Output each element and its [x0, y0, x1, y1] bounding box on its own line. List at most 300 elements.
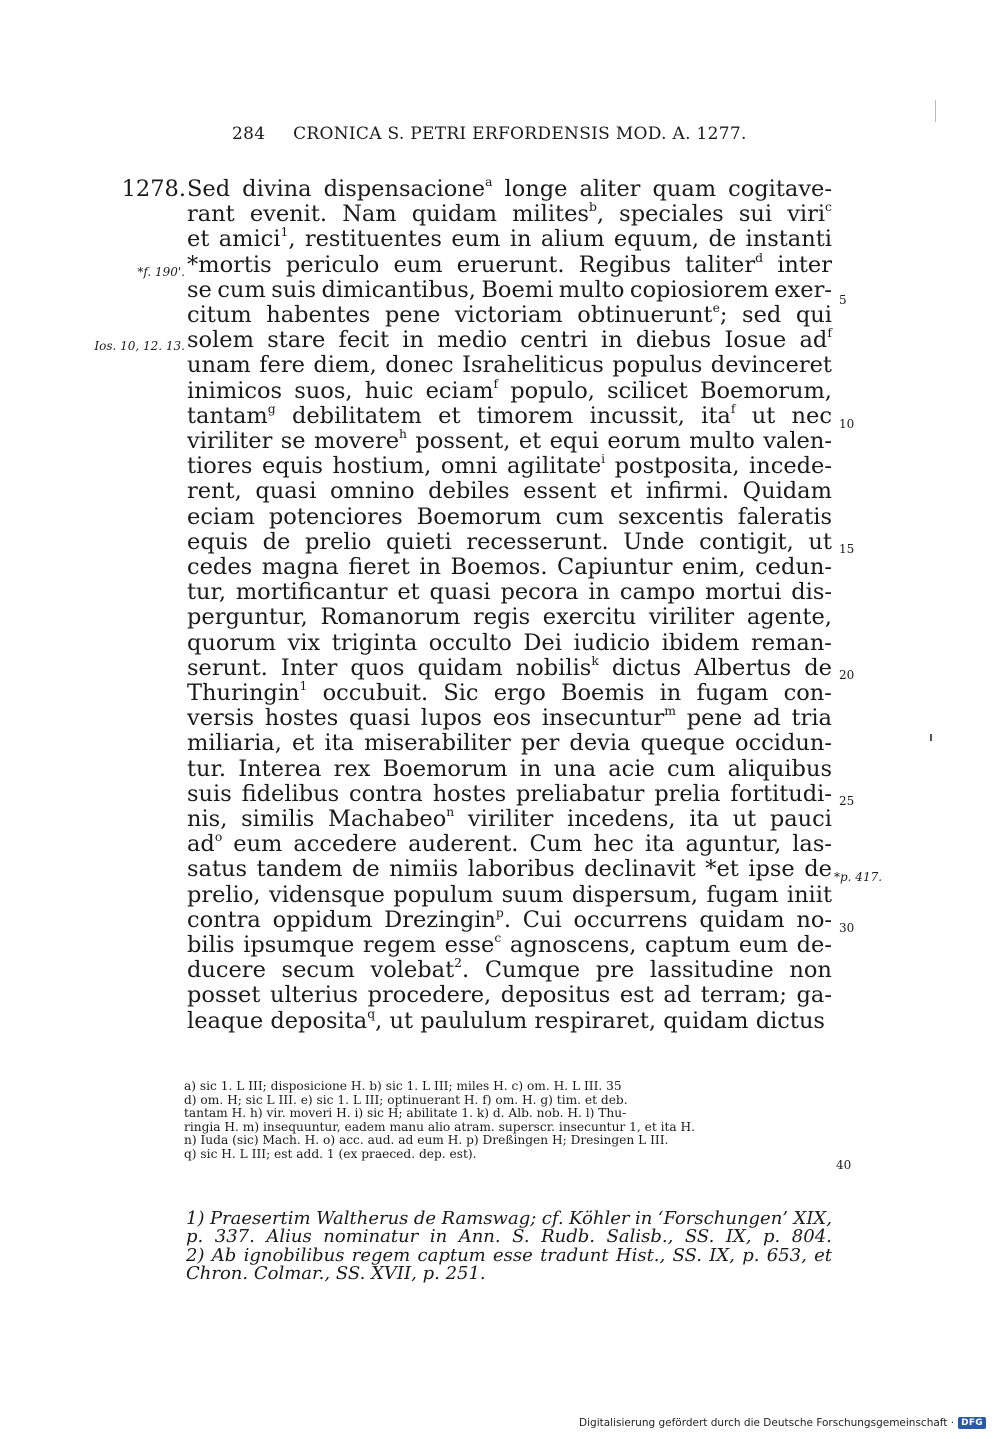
text-word: tria — [791, 705, 832, 732]
text-word: occubuit. — [322, 680, 429, 706]
text-word: captum — [645, 932, 731, 958]
text-word: insecuntur$^m$ — [541, 704, 676, 732]
page-number: 284 — [232, 124, 266, 144]
text-word: cum — [555, 503, 604, 530]
text-word: in — [659, 680, 682, 706]
dfg-logo: DFG — [958, 1417, 986, 1429]
text-line — [187, 453, 832, 479]
footnote-word: 804. — [791, 1226, 832, 1248]
text-word: iudicio — [573, 629, 651, 656]
text-word: inter — [777, 251, 832, 278]
text-word: quam — [652, 176, 717, 202]
text-word: quasi — [429, 579, 491, 606]
text-word: fugam — [696, 680, 769, 706]
text-word: suos, — [294, 377, 353, 404]
apparatus-line-number: 40 — [836, 1158, 852, 1172]
text-line — [187, 504, 832, 530]
text-word: Regibus — [578, 251, 672, 278]
text-word: prelia — [654, 780, 721, 807]
text-word: ipse — [748, 856, 795, 883]
text-word: rent, — [187, 478, 242, 505]
text-word: ergo — [493, 680, 546, 706]
text-word: est — [619, 982, 654, 1009]
text-word: laboribus — [467, 856, 575, 883]
text-line — [187, 781, 832, 807]
text-line — [187, 957, 832, 983]
text-word: quidam — [699, 906, 785, 933]
text-word: inimicos — [187, 377, 283, 404]
text-word: recesserunt. — [466, 528, 609, 555]
footnote-word: IX, — [709, 1244, 735, 1266]
text-word: incussit, — [589, 402, 685, 429]
text-word: mortificantur — [235, 579, 388, 606]
text-word: debilitatem — [291, 402, 422, 429]
apparatus-line: q) sic H. L III; est add. 1 (ex praeced. dep. est). — [184, 1146, 477, 1161]
text-word: occurrens — [573, 906, 688, 933]
footnote-word: Alius — [266, 1226, 312, 1248]
text-word: et — [518, 428, 542, 454]
text-word: quidam — [411, 201, 497, 228]
text-word: volebat$^2$. — [370, 956, 470, 984]
text-word: amici$^1$, — [218, 225, 296, 253]
line-number: 20 — [839, 668, 855, 682]
text-word: Unde — [623, 528, 685, 555]
text-word: suis — [271, 276, 316, 303]
text-word: queque — [640, 730, 725, 757]
text-word: ut — [751, 402, 776, 429]
text-word: tur, — [187, 579, 226, 606]
text-word: prelio — [304, 528, 372, 555]
text-word: et — [187, 226, 210, 253]
footnote-word: Köhler — [569, 1208, 630, 1229]
footnote-word: SS. — [335, 1263, 366, 1285]
text-word: sui — [738, 201, 773, 228]
text-word: viriliter — [467, 806, 554, 832]
footnote-word: nominatur — [323, 1226, 419, 1248]
text-line — [187, 579, 832, 605]
text-word: tiores — [187, 453, 253, 480]
text-word: leaque — [187, 1007, 264, 1034]
text-word: preliabatur — [516, 780, 645, 807]
text-word: no- — [796, 906, 832, 933]
text-word: ulterius — [269, 982, 359, 1009]
text-word: dis- — [791, 579, 832, 606]
text-word: exercitu — [542, 604, 637, 631]
margin-year: 1278. — [121, 176, 186, 202]
text-word: paululum — [420, 1007, 528, 1034]
text-word: magna — [261, 554, 339, 580]
text-word: una — [553, 755, 597, 782]
footnote-word: Salisb., — [606, 1226, 674, 1248]
text-word: serunt. — [187, 654, 268, 681]
text-word: donec — [385, 352, 454, 379]
text-word: sexcentis — [618, 503, 724, 530]
footnote-word: et — [814, 1244, 832, 1266]
text-word: quos — [350, 654, 405, 681]
text-word: contra — [349, 780, 423, 807]
text-word: rex — [333, 755, 371, 782]
text-word: secum — [281, 957, 355, 984]
text-word: se — [187, 276, 212, 303]
text-word: de — [804, 856, 832, 883]
text-word: similis — [241, 806, 315, 832]
footnote-word: Colmar., — [253, 1263, 331, 1285]
text-word: eciam$^f$ — [425, 376, 499, 404]
text-word: Romanorum — [320, 604, 461, 631]
text-line — [187, 655, 832, 681]
text-line — [187, 352, 832, 378]
text-word: aguntur, — [685, 831, 782, 858]
footnote-word: Ab — [211, 1244, 237, 1266]
text-word: ibidem — [661, 629, 740, 656]
text-word: diem, — [313, 352, 377, 379]
footnote-word: SS. — [684, 1226, 715, 1248]
text-word: hostes — [432, 780, 507, 807]
text-word: quorum — [187, 629, 277, 656]
text-word: obtinuerunt$^e$; — [577, 301, 728, 328]
text-word: fere — [259, 352, 305, 379]
text-word: cedes — [187, 554, 253, 580]
text-word: tur. — [187, 755, 226, 782]
text-word: de — [262, 528, 291, 555]
text-word: et — [609, 478, 633, 505]
footnote-word: XVII, — [371, 1263, 417, 1285]
text-word: reman- — [751, 629, 832, 656]
text-word: milites$^b$, — [512, 200, 605, 228]
line-number: 25 — [839, 794, 855, 808]
footnote-word: 1) — [186, 1208, 205, 1229]
text-line — [187, 932, 832, 958]
text-word: Dei — [523, 629, 562, 656]
text-word: alium — [540, 226, 605, 253]
text-word: et — [397, 579, 420, 606]
text-word: equi — [549, 428, 599, 454]
text-word: Machabeo$^n$ — [328, 805, 455, 832]
text-word: *mortis — [187, 251, 272, 278]
text-word: possent, — [415, 428, 511, 454]
text-word: Cui — [522, 906, 562, 933]
apparatus-line: a) sic 1. L III; disposicione H. b) sic 1. L III; miles H. c) om. H. L III. 35 — [184, 1079, 622, 1093]
text-line — [187, 403, 832, 429]
text-word: depositus — [500, 982, 611, 1009]
text-word: procedere, — [367, 982, 492, 1009]
text-word: Interea — [238, 755, 322, 782]
footnotes — [186, 1210, 832, 1284]
digitization-text: Digitalisierung gefördert durch die Deutsche Forschungsgemeinschaft · — [579, 1417, 955, 1429]
text-line — [187, 680, 832, 706]
text-word: miserabiliter — [364, 730, 511, 757]
text-line — [187, 630, 832, 656]
footnote-word: esse — [493, 1244, 533, 1266]
text-word: Sed — [187, 176, 231, 202]
text-word: omnino — [329, 478, 415, 505]
text-word: centri — [520, 327, 588, 354]
text-word: nimiis — [389, 856, 459, 883]
text-word: cogitave- — [728, 176, 832, 202]
footnote-word: p. — [742, 1244, 760, 1266]
text-word: ipsumque — [243, 932, 355, 958]
text-word: ad — [663, 982, 692, 1009]
text-line — [187, 756, 832, 782]
text-word: restituentes — [304, 226, 442, 253]
text-word: fidelibus — [241, 780, 340, 807]
text-line — [187, 856, 832, 882]
text-word: in — [419, 554, 441, 580]
text-word: de- — [796, 932, 832, 958]
line-number: 15 — [839, 542, 855, 556]
footnote-word: Waltherus — [316, 1208, 409, 1229]
text-word: accedere — [293, 831, 398, 858]
text-word: fecit — [338, 327, 390, 354]
text-line — [187, 226, 832, 252]
footnote-word: Chron. — [186, 1263, 249, 1285]
text-word: se — [280, 428, 306, 454]
footnote-word: S. — [512, 1226, 530, 1248]
text-word: et — [438, 402, 461, 429]
running-header — [232, 124, 772, 144]
footnote-word: Ramswag; — [441, 1208, 537, 1229]
text-word: citum — [187, 302, 252, 328]
footnote-word: Ann. — [458, 1226, 501, 1248]
text-word: speciales — [619, 201, 724, 228]
text-word: pre — [595, 957, 635, 984]
text-word: hec — [593, 831, 634, 858]
text-word: respiraret, — [534, 1007, 657, 1034]
footnote-word: 2) — [186, 1244, 205, 1266]
text-line — [187, 982, 832, 1008]
text-word: dispensacione$^a$ — [323, 175, 493, 202]
text-word: populum — [393, 881, 494, 908]
text-word: exer- — [774, 276, 832, 303]
text-word: incede- — [749, 453, 832, 480]
text-line — [187, 907, 832, 933]
text-line — [187, 554, 832, 580]
text-word: ita — [689, 806, 719, 832]
text-word: contra — [187, 906, 261, 933]
text-word: triginta — [331, 629, 418, 656]
text-word: eum — [233, 831, 283, 858]
scan-speck — [935, 100, 936, 122]
text-word: pene — [384, 302, 441, 328]
text-word: copiosiorem — [629, 276, 769, 303]
line-number: 5 — [839, 293, 847, 307]
text-word: de — [352, 856, 380, 883]
text-word: ut — [732, 806, 757, 832]
text-word: dispersum, — [571, 881, 699, 908]
footnote-word: 653, — [766, 1244, 807, 1266]
text-word: tantam$^g$ — [187, 401, 276, 429]
text-word: devinceret — [710, 352, 832, 379]
text-word: ita — [644, 831, 675, 858]
text-line — [187, 428, 832, 454]
text-word: movere$^h$ — [314, 427, 407, 454]
text-word: iniit — [786, 881, 832, 908]
text-word: deposita$^q$, — [270, 1006, 383, 1034]
text-word: eciam — [187, 503, 255, 530]
text-line — [187, 302, 832, 328]
text-line — [187, 1008, 832, 1034]
text-word: versis — [187, 705, 255, 732]
text-word: de — [708, 226, 737, 253]
text-word: postposita, — [614, 453, 740, 480]
footnote-word: IX, — [725, 1226, 752, 1248]
text-word: agnoscens, — [509, 932, 637, 958]
margin-page-ref: *p. 417. — [834, 870, 883, 884]
text-word: *et — [705, 856, 739, 883]
text-word: Albertus — [694, 654, 792, 681]
text-line — [187, 201, 832, 227]
text-word: nobilis$^k$ — [515, 653, 599, 681]
text-word: evenit. — [249, 201, 328, 228]
apparatus-line: n) Iuda (sic) Mach. H. o) acc. aud. ad eum H. p) Dreßingen H; Dresingen L III. — [184, 1133, 669, 1148]
text-word: Capiuntur — [557, 554, 673, 580]
text-word: divina — [242, 176, 312, 202]
text-word: equum, — [613, 226, 700, 253]
text-word: dimicantibus, — [321, 276, 476, 303]
text-word: Boemos. — [450, 554, 548, 580]
text-word: Boemorum — [382, 755, 508, 782]
text-word: fortitudi- — [730, 780, 832, 807]
text-line — [187, 478, 832, 504]
text-word: Cumque — [484, 957, 581, 984]
text-word: in — [402, 327, 424, 354]
text-word: lassitudine — [649, 957, 774, 984]
text-word: unam — [187, 352, 251, 379]
text-word: in — [600, 327, 623, 354]
footnote-word: 251. — [445, 1263, 486, 1285]
text-word: in — [509, 226, 532, 253]
text-word: vidensque — [269, 881, 385, 908]
text-word: campo — [619, 579, 696, 606]
text-word: diebus — [635, 327, 712, 354]
footnote-word: Rudb. — [541, 1226, 596, 1248]
text-word: hostes — [264, 705, 339, 732]
text-word: dictus — [755, 1007, 825, 1034]
apparatus-line: ringia H. m) insequuntur, eadem manu alio atram. superscr. insecuntur 1, et ita H. — [184, 1119, 696, 1134]
margin-folio-ref: *f. 190'. — [137, 265, 185, 279]
text-word: taliter$^d$ — [685, 250, 764, 278]
text-word: multo — [558, 276, 625, 303]
footnote-word: in — [429, 1226, 448, 1248]
text-word: huic — [364, 377, 414, 404]
text-word: potenciores — [268, 503, 403, 530]
critical-apparatus — [184, 1080, 854, 1162]
text-word: suum — [501, 881, 564, 908]
text-line — [187, 176, 832, 202]
text-word: ita — [324, 730, 355, 757]
text-word: incedens, — [567, 806, 676, 832]
apparatus-line: d) om. H; sic L III. e) sic 1. L III; optinuerant H. f) om. H. g) tim. et deb. — [184, 1092, 628, 1107]
digitization-credit — [579, 1417, 986, 1429]
text-line — [187, 882, 832, 908]
footnote-word: captum — [417, 1244, 486, 1266]
text-word: solem — [187, 327, 254, 354]
text-word: medio — [437, 327, 507, 354]
text-word: cedun- — [755, 554, 832, 580]
text-word: Thuringin$^1$ — [187, 679, 308, 706]
text-word: pene — [686, 705, 743, 732]
line-number: 10 — [839, 417, 855, 431]
text-word: populo, — [510, 377, 595, 404]
text-word: Boemis — [560, 680, 645, 706]
text-word: timorem — [476, 402, 574, 429]
text-word: longe — [504, 176, 568, 202]
footnote-word: Praesertim — [209, 1208, 311, 1229]
footnote-word: Hist., — [615, 1244, 666, 1266]
text-word: eum — [451, 226, 501, 253]
line-number: 30 — [839, 921, 855, 935]
text-word: contigit, — [699, 528, 794, 555]
text-word: viriliter — [187, 428, 273, 454]
text-word: agente, — [746, 604, 832, 631]
text-word: perguntur, — [187, 604, 308, 631]
footnote-word: p. — [422, 1263, 440, 1285]
text-word: mortui — [705, 579, 782, 606]
text-word: tandem — [256, 856, 343, 883]
text-word: hostium, — [332, 453, 432, 480]
text-line — [187, 277, 832, 303]
text-word: posset — [187, 982, 261, 1009]
text-word: stare — [267, 327, 326, 354]
text-word: miliaria, — [187, 730, 282, 757]
text-word: enim, — [682, 554, 746, 580]
text-word: cum — [217, 276, 266, 303]
footnote-word: in — [634, 1208, 653, 1229]
text-word: fugam — [706, 881, 779, 908]
text-word: dictus — [611, 654, 682, 681]
text-word: bilis — [187, 932, 235, 958]
footnote-line — [186, 1265, 832, 1283]
footnote-word: cf. — [541, 1208, 564, 1229]
text-word: ducere — [187, 957, 266, 984]
text-line — [187, 705, 832, 731]
text-word: Cum — [529, 831, 583, 858]
text-word: auderent. — [408, 831, 519, 858]
footnote-word: de — [413, 1208, 437, 1229]
text-word: ad — [752, 705, 781, 732]
text-line — [187, 730, 832, 756]
text-word: vix — [287, 629, 321, 656]
text-word: ut — [808, 528, 832, 555]
footnote-word: ignobilibus — [243, 1244, 345, 1266]
text-word: habentes — [266, 302, 371, 328]
footnote-word: p. — [186, 1226, 204, 1248]
text-word: pecora — [500, 579, 579, 606]
footnote-word: ‘Forschungen’ — [657, 1208, 789, 1229]
text-line — [187, 806, 832, 832]
text-word: Quidam — [742, 478, 832, 505]
running-title: CRONICA S. PETRI ERFORDENSIS MOD. A. 1277. — [293, 124, 747, 144]
text-word: prelio, — [187, 881, 261, 908]
text-word: pauci — [769, 806, 832, 832]
text-word: multo — [689, 428, 755, 454]
text-word: las- — [792, 831, 832, 858]
text-word: essent — [523, 478, 597, 505]
footnote-word: 337. — [214, 1226, 255, 1248]
text-word: Boemi — [481, 276, 554, 303]
text-word: eum — [738, 932, 789, 958]
text-word: equis — [261, 453, 323, 480]
text-word: ga- — [796, 982, 832, 1009]
text-word: Boemorum, — [699, 377, 832, 404]
text-word: sed — [742, 302, 782, 328]
text-word: acie — [608, 755, 655, 782]
text-word: victoriam — [454, 302, 563, 328]
text-word: oppidum — [272, 906, 373, 933]
text-word: equis — [187, 528, 248, 555]
text-word: declinavit — [584, 856, 696, 883]
text-word: nec — [791, 402, 832, 429]
